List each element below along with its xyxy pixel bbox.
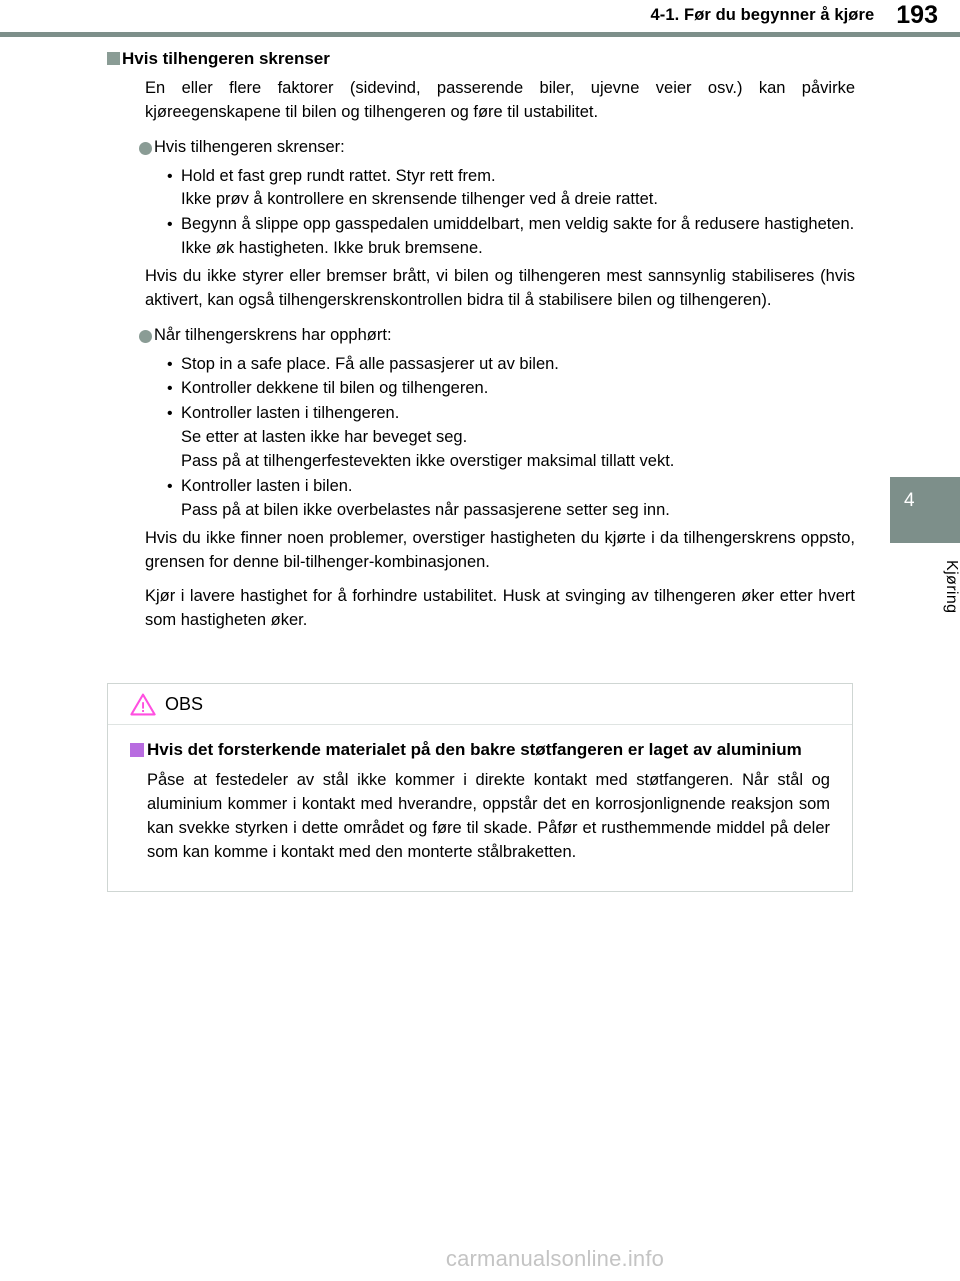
caution-heading-text: Hvis det forsterkende materialet på den bakre støtfangeren er laget av aluminium xyxy=(147,740,802,759)
subsection-heading-1 xyxy=(107,137,855,158)
list-item-body xyxy=(181,475,855,523)
caution-title: OBS xyxy=(165,694,204,714)
list-item-continuation: Ikke øk hastigheten. Ikke bruk bremsene. xyxy=(181,239,483,258)
list-item-main: Begynn å slippe opp gasspedalen umiddelbart, men veldig sakte for å redusere hastigheten. xyxy=(181,215,855,234)
bullet-dot-icon: • xyxy=(167,167,173,185)
bullet-list-1 xyxy=(107,165,855,262)
list-item xyxy=(167,402,855,474)
header-divider-rule xyxy=(0,32,960,37)
subsection-heading-2 xyxy=(107,325,855,346)
list-item xyxy=(167,353,855,377)
bullet-dot-icon: • xyxy=(167,405,173,423)
caution-header xyxy=(108,684,852,725)
round-marker-icon xyxy=(139,142,152,155)
list-item xyxy=(167,377,855,401)
bullet-dot-icon: • xyxy=(167,216,173,234)
bullet-dot-icon: • xyxy=(167,355,173,373)
list-item-continuation-2: Pass på at tilhengerfestevekten ikke overstiger maksimal tillatt vekt. xyxy=(181,452,675,471)
page-header xyxy=(0,0,960,30)
subsection-heading-1-text: Hvis tilhengeren skrenser: xyxy=(154,138,345,157)
round-marker-icon xyxy=(139,330,152,343)
watermark-text: carmanualsonline.info xyxy=(445,1246,665,1271)
list-item-body xyxy=(181,402,855,474)
chapter-tab xyxy=(890,477,960,543)
caution-box xyxy=(107,683,853,892)
intro-paragraph: En eller flere faktorer (sidevind, passerende biler, ujevne veier osv.) kan påvirke kjøreegenskapene til bilen og tilhengeren og føre til ustabilitet. xyxy=(145,79,855,122)
list-item-body xyxy=(181,377,855,401)
square-marker-icon xyxy=(130,743,144,757)
list-item-body xyxy=(181,353,855,377)
chapter-number: 4 xyxy=(904,490,915,511)
subsection-1-closing: Hvis du ikke styrer eller bremser brått, vi bilen og tilhengeren mest sannsynlig stabiliseres (hvis aktivert, kan også tilhengerskrenskontrollen bidra til å stabilisere bilen og tilhengeren). xyxy=(145,267,855,310)
bullet-list-2 xyxy=(107,353,855,523)
list-item xyxy=(167,213,855,261)
section-heading-text: Hvis tilhengeren skrenser xyxy=(122,49,330,68)
caution-paragraph: Påse at festedeler av stål ikke kommer i direkte kontakt med støtfangeren. Når stål og aluminium kommer i kontakt med hverandre, oppstår det en korrosjonlignende reaksjon som kan svekke styrken i dette området og føre til skade. Påfør et rusthemmende middel på deler som kan komme i kontakt med den monterte stålbraketten. xyxy=(147,770,830,861)
caution-heading xyxy=(130,739,830,762)
warning-triangle-icon xyxy=(130,693,156,716)
list-item-main: Stop in a safe place. Få alle passasjerer ut av bilen. xyxy=(181,354,559,373)
header-section-title: 4-1. Før du begynner å kjøre xyxy=(650,5,875,24)
caution-body xyxy=(108,725,852,891)
list-item-main: Kontroller lasten i tilhengeren. xyxy=(181,404,400,423)
list-item-body xyxy=(181,165,855,213)
main-content xyxy=(107,48,855,643)
subsection-heading-2-text: Når tilhengerskrens har opphørt: xyxy=(154,326,392,345)
list-item xyxy=(167,165,855,213)
list-item xyxy=(167,475,855,523)
list-item-main: Kontroller dekkene til bilen og tilhengeren. xyxy=(181,379,489,398)
list-item-body xyxy=(181,213,855,261)
list-item-main: Kontroller lasten i bilen. xyxy=(181,477,353,496)
subsection-2-closing: Hvis du ikke finner noen problemer, overstiger hastigheten du kjørte i da tilhengerskrens oppsto, grensen for denne bil-tilhenger-kombinasjonen. xyxy=(145,528,855,571)
list-item-continuation: Ikke prøv å kontrollere en skrensende tilhenger ved å dreie rattet. xyxy=(181,190,658,209)
chapter-label: Kjøring xyxy=(943,560,960,614)
section-heading xyxy=(107,48,855,69)
bullet-dot-icon: • xyxy=(167,478,173,496)
square-marker-icon xyxy=(107,52,120,65)
footer-watermark xyxy=(0,1246,960,1272)
bullet-dot-icon: • xyxy=(167,380,173,398)
page-number: 193 xyxy=(896,0,938,29)
list-item-continuation: Se etter at lasten ikke har beveget seg. xyxy=(181,428,468,447)
list-item-main: Hold et fast grep rundt rattet. Styr rett frem. xyxy=(181,166,496,185)
list-item-continuation: Pass på at bilen ikke overbelastes når passasjerene setter seg inn. xyxy=(181,501,670,520)
final-note-paragraph: Kjør i lavere hastighet for å forhindre ustabilitet. Husk at svinging av tilhengeren øker etter hvert som hastigheten øker. xyxy=(145,586,855,629)
